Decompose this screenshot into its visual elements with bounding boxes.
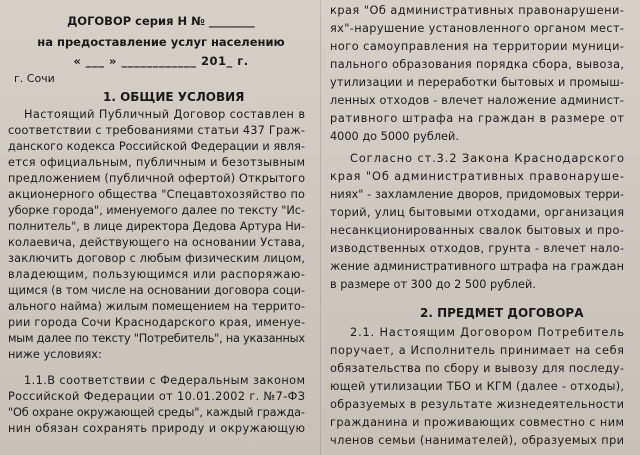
contract-date-line: « ___ » ____________ 201_ г.	[73, 54, 249, 68]
paragraph-line: 4000 до 5000 рублей.	[330, 130, 459, 143]
paragraph-line: гражданина и проживающих совместно с ним	[330, 416, 625, 429]
right-column	[330, 0, 634, 455]
paragraph-line: в размере от 300 до 2 500 рублей.	[330, 278, 536, 291]
paragraph-line: Российской Федерации от 10.01.2002 г. №7-ФЗ	[8, 390, 306, 403]
paragraph-line: предложением (публичной офертой) Открытого	[8, 172, 306, 185]
paragraph-line: образуемых в результате жизнедеятельности	[330, 398, 625, 411]
paragraph-line: полнитель", в лице директора Дедова Артура Ни-	[8, 220, 305, 233]
section-2-heading: 2. ПРЕДМЕТ ДОГОВОРА	[420, 306, 584, 320]
column-divider	[320, 0, 321, 455]
paragraph-line: заключить договор с любым физическим лицом,	[8, 252, 306, 265]
paragraph-line: щимся (в том числе на основании договора соци-	[8, 284, 306, 297]
paragraph-line: ального найма) жилым помещением на террито-	[8, 300, 306, 313]
paragraph-line: владеющим, пользующимся или распоряжаю-	[8, 268, 306, 281]
paragraph-line: ниях" - захламление дворов, придомовых терри-	[330, 188, 625, 201]
paragraph-line: нин обязан сохранять природу и окружающую	[8, 422, 306, 435]
paragraph-line: ется официальным, публичным и безотзывным	[8, 156, 306, 169]
paragraph-line: несанкционированных свалок бытовых и про-	[330, 224, 625, 237]
paragraph-line: Настоящий Публичный Договор составлен в	[24, 108, 306, 121]
paragraph-line: рии города Сочи Краснодарского края, именуе-	[8, 316, 306, 329]
paragraph-line: уборке города", именуемого далее по тексту "Ис-	[8, 204, 305, 217]
paragraph-line: членов семьи (нанимателей), образуемых при	[330, 434, 625, 447]
paragraph-line: 1.1.В соответствии с Федеральным законом	[24, 374, 306, 387]
paragraph-line: поручает, а Исполнитель принимает на себя	[330, 344, 625, 357]
paragraph-line: колаевича, действующего на основании Устава,	[8, 236, 306, 249]
paragraph-line: 2.1. Настоящим Договором Потребитель	[350, 326, 625, 339]
paragraph-line: обязательства по сбору и вывозу для последу-	[330, 362, 625, 375]
contract-title: ДОГОВОР серия Н № ________	[67, 14, 255, 28]
paragraph-line: Согласно ст.3.2 Закона Краснодарского	[350, 152, 625, 165]
paragraph-line: "Об охране окружающей среды", каждый гражда-	[8, 406, 305, 419]
contract-subtitle: на предоставление услуг населению	[37, 35, 285, 49]
section-1-heading: 1. ОБЩИЕ УСЛОВИЯ	[103, 90, 245, 104]
paragraph-line: акционерного общества "Спецавтохозяйство по	[8, 188, 306, 201]
paragraph-line: мым далее по тексту "Потребитель", на указанных	[8, 332, 305, 345]
paragraph-line: соответствии с требованиями статьи 437 Граж-	[8, 124, 306, 137]
paragraph-line: ративного штрафа на граждан в размере от	[330, 112, 625, 125]
paragraph-line: края "Об административных правонаруше-	[330, 170, 625, 183]
paragraph-line: края "Об административных правонарушени-	[330, 4, 625, 17]
paragraph-line: ного самоуправления на территории муници-	[330, 40, 625, 53]
paragraph-line: ниже условиях:	[8, 348, 102, 361]
paragraph-line: ющей утилизации ТБО и КГМ (далее - отходы),	[330, 380, 625, 393]
paragraph-line: утилизации и переработки бытовых и промыш-	[330, 76, 625, 89]
paragraph-line: ях"-нарушение установленного органом мест-	[330, 22, 625, 35]
city-label: г. Сочи	[14, 72, 55, 85]
paragraph-line: ленных отходов - влечет наложение админист-	[330, 94, 625, 107]
paragraph-line: жение административного штрафа на граждан	[330, 260, 625, 273]
left-column	[8, 0, 314, 455]
paragraph-line: торий, улиц бытовыми отходами, организация	[330, 206, 625, 219]
paragraph-line: пального образования порядка сбора, вывоза,	[330, 58, 625, 71]
paragraph-line: изводственных отходов, грунта - влечет нало-	[330, 242, 625, 255]
paragraph-line: данского кодекса Российской Федерации и явля-	[8, 140, 305, 153]
